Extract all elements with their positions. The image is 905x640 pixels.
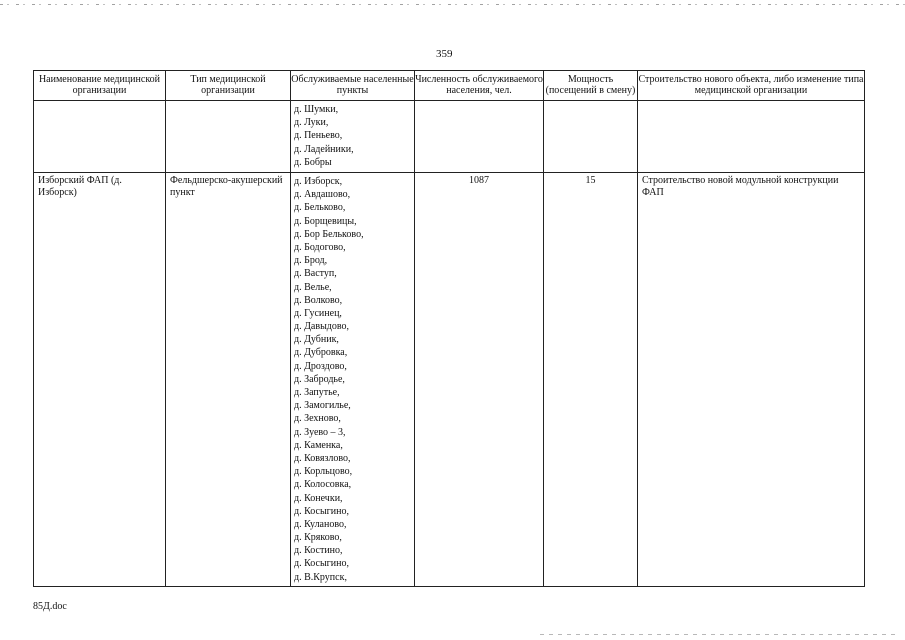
cell-empty bbox=[638, 101, 865, 173]
locality-item: д. Ладейники, bbox=[294, 143, 354, 155]
scan-artifact-top bbox=[0, 4, 905, 5]
locality-item: д. Корльцово, bbox=[294, 466, 353, 478]
locality-item: д. Брод, bbox=[294, 255, 328, 267]
header-served-localities: Обслуживаемые населенные пункты bbox=[291, 71, 415, 101]
header-organization-type: Тип медицинской организации bbox=[166, 71, 291, 101]
table-row-continued bbox=[34, 101, 865, 173]
locality-item: д. Косыгино, bbox=[294, 558, 349, 570]
cell-type bbox=[166, 173, 291, 587]
header-population: Численность обслуживаемого населения, чел. bbox=[415, 71, 544, 101]
population-value: 1087 bbox=[469, 175, 489, 186]
organization-type: Фельдшерско-акушерский пункт bbox=[170, 175, 283, 198]
locality-item: д. Косыгино, bbox=[294, 505, 349, 517]
locality-item: д. Зуево – 3, bbox=[294, 426, 346, 438]
medical-organizations-table bbox=[33, 70, 865, 587]
locality-item: д. Зехново, bbox=[294, 413, 341, 425]
locality-item: д. Шумки, bbox=[294, 104, 339, 115]
locality-item: д. Бельково, bbox=[294, 202, 346, 214]
locality-item: д. Бобры bbox=[294, 156, 332, 168]
table-header-row bbox=[34, 71, 865, 101]
page-number: 359 bbox=[436, 48, 453, 60]
construction-note: Строительство новой модульной конструкции ФАП bbox=[642, 175, 839, 198]
locality-item: д. Волково, bbox=[294, 294, 343, 306]
locality-item: д. Дроздово, bbox=[294, 360, 347, 372]
cell-localities bbox=[291, 173, 415, 587]
locality-item: д. Запутье, bbox=[294, 387, 340, 398]
locality-item: д. Каменка, bbox=[294, 439, 343, 451]
locality-item: д. Гусинец, bbox=[294, 307, 342, 319]
locality-item: д. Куланово, bbox=[294, 518, 347, 530]
header-capacity: Мощность (посещений в смену) bbox=[544, 71, 638, 101]
locality-item: д. Дубровка, bbox=[294, 347, 348, 359]
locality-item: д. Изборск, bbox=[294, 176, 343, 187]
locality-item: д. Пеньево, bbox=[294, 130, 343, 142]
locality-item: д. Костино, bbox=[294, 545, 343, 557]
cell-empty bbox=[415, 101, 544, 173]
locality-item: д. Давыдово, bbox=[294, 321, 350, 333]
cell-empty bbox=[34, 101, 166, 173]
cell-organization bbox=[34, 173, 166, 587]
locality-item: д. Бодогово, bbox=[294, 241, 346, 253]
locality-item: д. Дубник, bbox=[294, 334, 339, 346]
footer-file-name: 85Д.doc bbox=[33, 601, 67, 612]
header-organization-name: Наименование медицинской организации bbox=[34, 71, 166, 101]
locality-item: д. Бор Бельково, bbox=[294, 228, 364, 240]
locality-item: д. В.Крупск, bbox=[294, 571, 347, 583]
cell-population bbox=[415, 173, 544, 587]
organization-name: Изборский ФАП (д. Изборск) bbox=[38, 175, 122, 198]
cell-empty bbox=[166, 101, 291, 173]
cell-localities-continued bbox=[291, 101, 415, 173]
locality-item: д. Луки, bbox=[294, 117, 329, 129]
locality-item: д. Ковязлово, bbox=[294, 452, 351, 464]
locality-item: д. Кряково, bbox=[294, 532, 342, 544]
locality-item: д. Замогилье, bbox=[294, 400, 351, 412]
locality-item: д. Конечки, bbox=[294, 492, 343, 504]
cell-construction bbox=[638, 173, 865, 587]
locality-item: д. Борщевицы, bbox=[294, 215, 357, 227]
locality-item: д. Ваступ, bbox=[294, 268, 337, 280]
localities-list bbox=[291, 173, 414, 586]
header-construction: Строительство нового объекта, либо изменение типа медицинской организации bbox=[638, 71, 865, 101]
cell-empty bbox=[544, 101, 638, 173]
locality-item: д. Забродье, bbox=[294, 373, 345, 385]
capacity-value: 15 bbox=[585, 175, 596, 186]
table-row bbox=[34, 173, 865, 587]
locality-item: д. Авдашово, bbox=[294, 189, 351, 201]
locality-item: д. Велье, bbox=[294, 281, 332, 293]
localities-list bbox=[291, 101, 414, 171]
cell-capacity bbox=[544, 173, 638, 587]
locality-item: д. Колосовка, bbox=[294, 479, 352, 491]
scan-artifact-bottom bbox=[540, 634, 900, 635]
